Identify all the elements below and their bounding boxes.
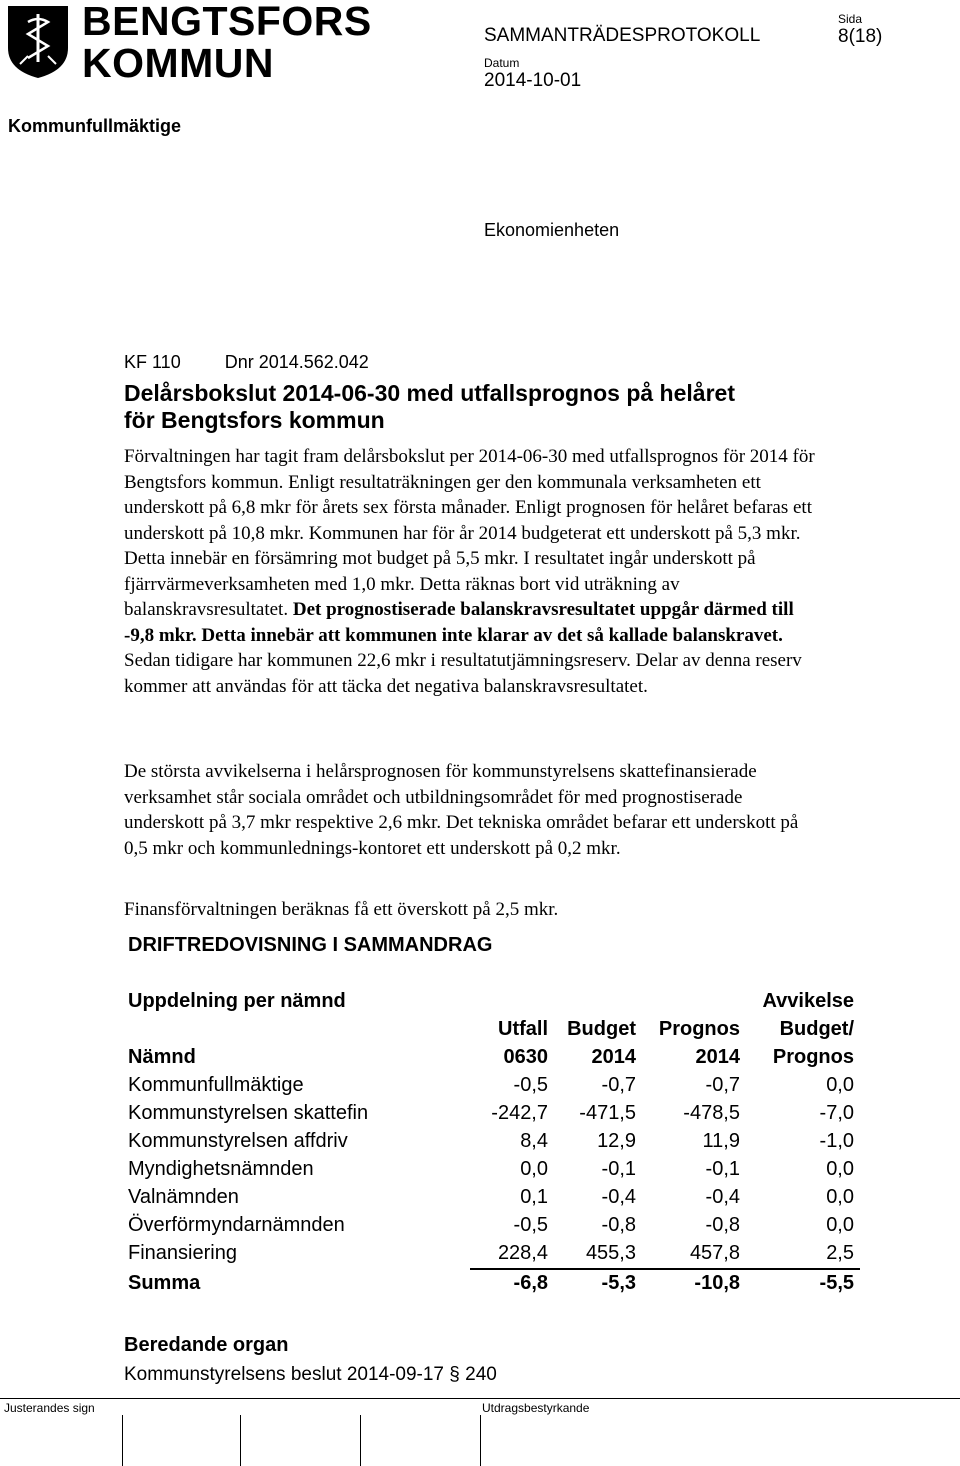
- table-cell-value: 11,9: [702, 1130, 740, 1152]
- table-cell-value: -0,8: [601, 1214, 636, 1236]
- preparing-body-title: Beredande organ: [124, 1334, 289, 1356]
- table-cell-value: -471,5: [579, 1102, 636, 1124]
- signature-label: Justerandes sign: [4, 1401, 95, 1415]
- table-row: [128, 1186, 860, 1214]
- paragraph-deviations: De största avvikelserna i helårsprognosen för kommunstyrelsens skattefinansierade verksamhet står sociala området och utbildningsområdet för med prognostiserade underskott på 3,7 mkr respektive 2,6 mkr. Det tekniska området befarar ett underskott på 0,5 mkr och kommunlednings-kontoret ett underskott på 0,2 mkr.: [124, 761, 799, 859]
- signature-box-divider: [480, 1415, 481, 1466]
- table-cell-value: -1,0: [819, 1130, 854, 1152]
- table-row: [128, 1130, 860, 1158]
- committee-name: Kommunstyrelsen affdriv: [128, 1130, 348, 1152]
- sum-divider: [470, 1268, 860, 1270]
- table-row: [128, 1242, 860, 1270]
- signature-box-divider: [122, 1415, 123, 1466]
- table-row: [128, 1214, 860, 1242]
- case-title: Delårsbokslut 2014-06-30 med utfallsprognos på helåret för Bengtsfors kommun: [124, 380, 735, 433]
- table-cell-value: -0,1: [705, 1158, 740, 1180]
- paragraph-summary: Förvaltningen har tagit fram delårsbokslut per 2014-06-30 med utfallsprognos för 2014 för Bengtsfors kommun. Enligt resultaträkningen ger den kommunala verksamheten ett underskott på 6,8 mkr för årets sex första månader. Enligt prognosen för helåret befaras ett underskott på 10,8 mkr. Kommunen har för år 2014 budgeterat ett underskott på 5,3 mkr. Detta innebär en försämring mot budget på 5,5 mkr. I resultatet ingår underskott på fjärrvärmeverksamheten med 1,0 mkr. Detta räknas bort vid uträkning av balanskravsresultatet. Det prognostiserade balanskravsresultatet uppgår därmed till -9,8 mkr. Detta innebär att kommunen inte klarar av det så kallade balanskravet. Sedan tidigare har kommunen 22,6 mkr i resultatutjämningsreserv. Delar av denna reserv kommer att användas för att täcka det negativa balanskravsresultatet.: [124, 446, 815, 697]
- table-header-row: Nämnd 0630 2014 2014 Prognos: [128, 1046, 854, 1068]
- table-cell-value: 0,0: [826, 1158, 854, 1180]
- table-header-row: Uppdelning per nämnd Avvikelse: [128, 990, 854, 1012]
- table-cell-value: 228,4: [497, 1242, 548, 1264]
- table-cell-value: 0,0: [826, 1214, 854, 1236]
- table-row: [128, 1102, 860, 1130]
- organization-name: BENGTSFORS KOMMUN: [82, 0, 372, 86]
- table-row: [128, 1074, 860, 1102]
- table-cell-value: -0,5: [513, 1074, 548, 1096]
- date-label: Datum: [484, 56, 520, 70]
- table-cell-value: 0,0: [520, 1158, 548, 1180]
- table-cell-value: 0,0: [826, 1186, 854, 1208]
- committee-name: Myndighetsnämnden: [128, 1158, 314, 1180]
- committee-name: Överförmyndarnämnden: [128, 1214, 345, 1236]
- table-cell-value: -0,8: [705, 1214, 740, 1236]
- table-cell-value: 0,0: [826, 1074, 854, 1096]
- municipal-coat-of-arms-icon: [6, 4, 70, 80]
- document-type: SAMMANTRÄDESPROTOKOLL: [484, 25, 761, 46]
- footer-divider: [0, 1398, 960, 1399]
- page-number: 8(18): [838, 26, 883, 47]
- table-cell-value: -0,4: [705, 1186, 740, 1208]
- table-cell-value: -242,7: [491, 1102, 548, 1124]
- case-reference: [124, 352, 413, 373]
- certification-label: Utdragsbestyrkande: [482, 1401, 590, 1415]
- paragraph-finance: Finansförvaltningen beräknas få ett överskott på 2,5 mkr.: [124, 899, 559, 920]
- committee-name: Kommunstyrelsen skattefin: [128, 1102, 369, 1124]
- table-cell-value: -7,0: [819, 1102, 854, 1124]
- table-cell-value: -0,1: [601, 1158, 636, 1180]
- assembly-name: Kommunfullmäktige: [8, 116, 182, 136]
- date-value: 2014-10-01: [484, 70, 582, 91]
- table-cell-value: -0,7: [705, 1074, 740, 1096]
- committee-name: Valnämnden: [128, 1186, 239, 1208]
- page-label: Sida: [838, 12, 863, 26]
- kf-number: KF 110: [124, 352, 181, 372]
- table-cell-value: 0,1: [520, 1186, 548, 1208]
- committee-name: Kommunfullmäktige: [128, 1074, 304, 1096]
- signature-box-divider: [240, 1415, 241, 1466]
- table-row: [128, 1158, 860, 1186]
- table-cell-value: 12,9: [597, 1130, 636, 1152]
- table-cell-value: 457,8: [689, 1242, 740, 1264]
- table-header-row: Utfall Budget Prognos Budget/: [498, 1018, 854, 1040]
- committee-name: Finansiering: [128, 1242, 237, 1264]
- table-cell-value: -0,4: [601, 1186, 636, 1208]
- table-cell-value: 8,4: [520, 1130, 548, 1152]
- table-sum-row: Summa -6,8 -5,3 -10,8 -5,5: [128, 1272, 854, 1294]
- dnr-number: Dnr 2014.562.042: [224, 352, 369, 372]
- preparing-body-text: Kommunstyrelsens beslut 2014-09-17 § 240: [124, 1364, 497, 1385]
- table-cell-value: -0,5: [513, 1214, 548, 1236]
- table-cell-value: -0,7: [601, 1074, 636, 1096]
- section-title: DRIFTREDOVISNING I SAMMANDRAG: [128, 934, 493, 956]
- signature-box-divider: [360, 1415, 361, 1466]
- table-cell-value: 455,3: [585, 1242, 636, 1264]
- table-cell-value: -478,5: [683, 1102, 740, 1124]
- department-name: Ekonomienheten: [484, 220, 620, 240]
- table-cell-value: 2,5: [826, 1242, 854, 1264]
- budget-table: [128, 990, 860, 1300]
